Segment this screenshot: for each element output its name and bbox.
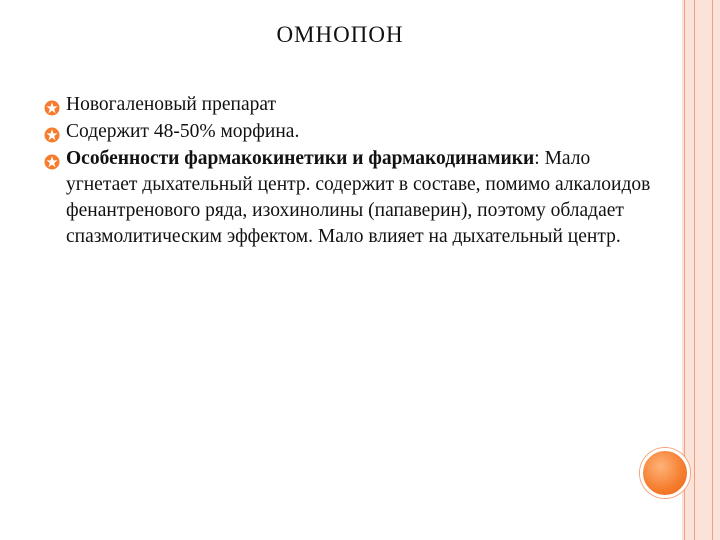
- gear-bullet-icon: [44, 152, 60, 168]
- list-item: [44, 146, 664, 250]
- bullet-text: Содержит 48-50% морфина.: [66, 121, 300, 142]
- list-item: [44, 92, 664, 118]
- list-item: [44, 119, 664, 145]
- gear-bullet-icon: [44, 98, 60, 114]
- right-border-band: [682, 0, 720, 540]
- bullet-heading: Особенности фармакокинетики и фармакодинамики: [66, 148, 535, 169]
- border-line: [694, 0, 695, 540]
- border-line: [712, 0, 713, 540]
- slide-title: ОМНОПОН: [276, 22, 404, 47]
- gear-bullet-icon: [44, 125, 60, 141]
- bullet-text: Новогаленовый препарат: [66, 94, 277, 115]
- accent-circle: [640, 448, 690, 498]
- bullet-list: [44, 92, 664, 251]
- bullet-text: : Мало угнетает дыхательный центр. содержит в составе, помимо алкалоидов фенантренового ряда, изохинолины (папаверин), поэтому обладает спазмолитическим эффектом. Мало влияет на дыхательный центр.: [66, 148, 651, 247]
